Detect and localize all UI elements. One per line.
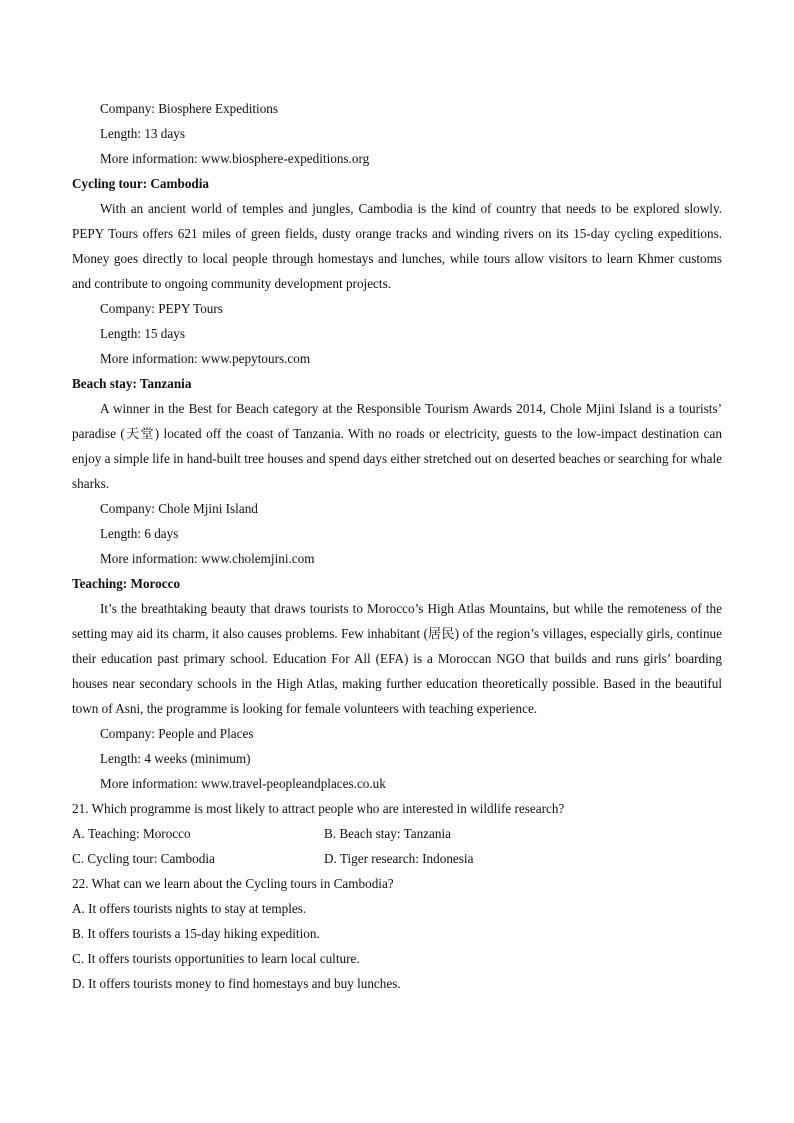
question-21-option-d: D. Tiger research: Indonesia: [324, 851, 474, 866]
question-21-options-row-1: [72, 821, 722, 846]
section-more-info-morocco: More information: www.travel-peopleandplaces.co.uk: [100, 776, 386, 791]
intro-company: Company: Biosphere Expeditions: [100, 101, 279, 116]
question-21-option-b: B. Beach stay: Tanzania: [324, 826, 451, 841]
question-22-stem: 22. What can we learn about the Cycling tours in Cambodia?: [72, 876, 394, 891]
section-length-morocco: Length: 4 weeks (minimum): [100, 751, 251, 766]
question-22-option-b: B. It offers tourists a 15-day hiking expedition.: [72, 926, 320, 941]
question-21-option-a: A. Teaching: Morocco: [72, 826, 191, 841]
section-heading-tanzania: Beach stay: Tanzania: [72, 376, 192, 391]
section-heading-cambodia: Cycling tour: Cambodia: [72, 176, 210, 191]
question-21-options-row-2: [72, 846, 722, 871]
section-company-tanzania: Company: Chole Mjini Island: [100, 501, 258, 516]
intro-length: Length: 13 days: [100, 126, 185, 141]
question-21-stem: 21. Which programme is most likely to attract people who are interested in wildlife research?: [72, 801, 565, 816]
section-heading-morocco: Teaching: Morocco: [72, 576, 181, 591]
document-page: [72, 96, 722, 996]
section-company-morocco: Company: People and Places: [100, 726, 254, 741]
section-body-tanzania: A winner in the Best for Beach category at the Responsible Tourism Awards 2014, Chole Mjini Island is a tourists’ paradise (天堂) located off the coast of Tanzania. With no roads or electricity, guests to the low-impact destination can enjoy a simple life in hand-built tree houses and spend days either stretched out on deserted beaches or searching for whale sharks.: [72, 401, 722, 491]
section-length-cambodia: Length: 15 days: [100, 326, 185, 341]
section-more-info-tanzania: More information: www.cholemjini.com: [100, 551, 315, 566]
section-more-info-cambodia: More information: www.pepytours.com: [100, 351, 311, 366]
section-length-tanzania: Length: 6 days: [100, 526, 179, 541]
question-22-option-d: D. It offers tourists money to find homestays and buy lunches.: [72, 976, 401, 991]
intro-more-info: More information: www.biosphere-expeditions.org: [100, 151, 370, 166]
section-company-cambodia: Company: PEPY Tours: [100, 301, 223, 316]
question-22-option-c: C. It offers tourists opportunities to learn local culture.: [72, 951, 360, 966]
section-body-cambodia: With an ancient world of temples and jungles, Cambodia is the kind of country that needs to be explored slowly. PEPY Tours offers 621 miles of green fields, dusty orange tracks and winding rivers on its 15-day cycling expeditions. Money goes directly to local people through homestays and lunches, while tours allow visitors to learn Khmer customs and contribute to ongoing community development projects.: [72, 201, 722, 291]
question-21-option-c: C. Cycling tour: Cambodia: [72, 851, 215, 866]
section-body-morocco: It’s the breathtaking beauty that draws tourists to Morocco’s High Atlas Mountains, but while the remoteness of the setting may aid its charm, it also causes problems. Few inhabitant (居民) of the region’s villages, especially girls, continue their education past primary school. Education For All (EFA) is a Moroccan NGO that builds and runs girls’ boarding houses near secondary schools in the High Atlas, making further education theoretically possible. Based in the beautiful town of Asni, the programme is looking for female volunteers with teaching experience.: [72, 601, 722, 716]
question-22-option-a: A. It offers tourists nights to stay at temples.: [72, 901, 307, 916]
